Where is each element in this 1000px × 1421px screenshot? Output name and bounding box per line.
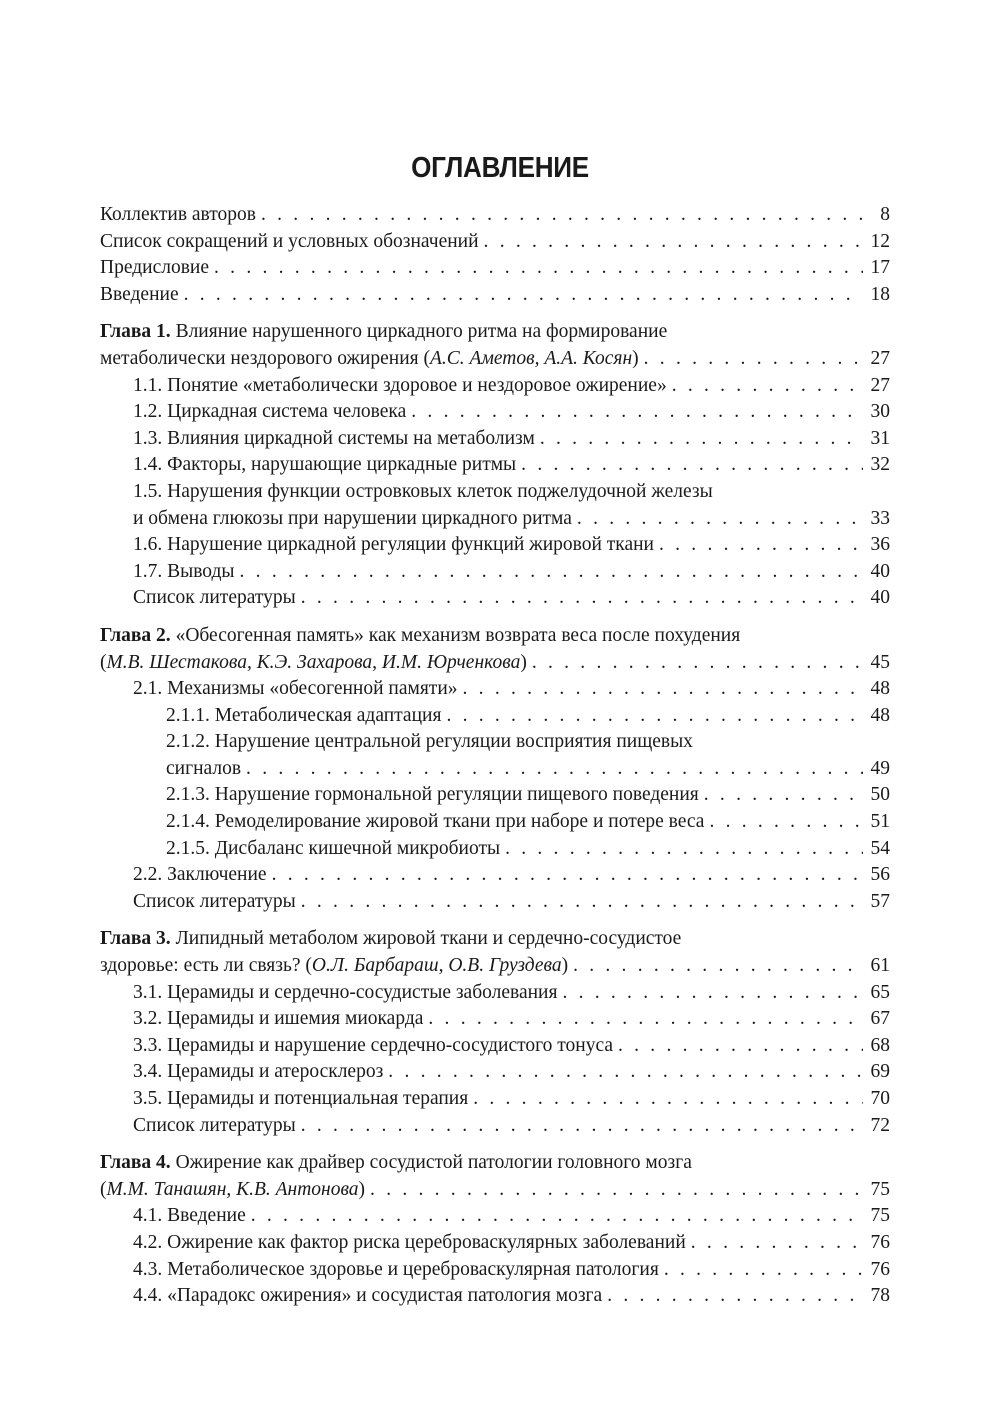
- toc-entry[interactable]: 1.1. Понятие «метаболически здоровое и нездоровое ожирение» . . . 27: [100, 373, 890, 400]
- toc-entry[interactable]: Коллектив авторов . . . 8: [100, 202, 890, 229]
- toc-entry[interactable]: 3.3. Церамиды и нарушение сердечно-сосудистого тонуса . . . 68: [100, 1033, 890, 1060]
- toc-entry[interactable]: 4.2. Ожирение как фактор риска цереброваскулярных заболеваний . . . 76: [100, 1230, 890, 1257]
- chapter-2-heading[interactable]: Глава 2. «Обесогенная память» как механизм возврата веса после похудения: [100, 624, 741, 646]
- toc-entry[interactable]: 3.2. Церамиды и ишемия миокарда . . . 67: [100, 1006, 890, 1033]
- toc-entry[interactable]: 4.3. Метаболическое здоровье и цереброваскулярная патология . . . 76: [100, 1257, 890, 1284]
- toc-entry[interactable]: 3.4. Церамиды и атеросклероз . . . 69: [100, 1059, 890, 1086]
- toc-entry[interactable]: 2.1.4. Ремоделирование жировой ткани при наборе и потере веса . . . 51: [100, 809, 890, 836]
- toc-entry[interactable]: Предисловие . . . 17: [100, 255, 890, 282]
- toc-entry[interactable]: Введение . . . 18: [100, 282, 890, 309]
- chapter-4-heading-cont[interactable]: (М.М. Танашян, К.В. Антонова) . . . 75: [100, 1177, 890, 1204]
- toc-entry-cont[interactable]: и обмена глюкозы при нарушении циркадного ритма . . . 33: [100, 506, 890, 533]
- toc-entry[interactable]: 2.1.2. Нарушение центральной регуляции восприятия пищевых: [166, 731, 693, 753]
- chapter-2-heading-cont[interactable]: (М.В. Шестакова, К.Э. Захарова, И.М. Юрченкова) . . . 45: [100, 650, 890, 677]
- page-title: ОГЛАВЛЕНИЕ: [411, 152, 589, 184]
- toc-entry[interactable]: 1.6. Нарушение циркадной регуляции функций жировой ткани . . . 36: [100, 532, 890, 559]
- toc-entry[interactable]: 2.1.5. Дисбаланс кишечной микробиоты . . . 54: [100, 836, 890, 863]
- chapter-4-heading[interactable]: Глава 4. Ожирение как драйвер сосудистой патологии головного мозга: [100, 1152, 692, 1174]
- chapter-3-heading-cont[interactable]: здоровье: есть ли связь? (О.Л. Барбараш, О.В. Груздева) . . . 61: [100, 953, 890, 980]
- toc-entry[interactable]: 2.1. Механизмы «обесогенной памяти» . . . 48: [100, 676, 890, 703]
- toc-entry[interactable]: 3.1. Церамиды и сердечно-сосудистые заболевания . . . 65: [100, 980, 890, 1007]
- toc-entry[interactable]: Список литературы . . . 57: [100, 889, 890, 916]
- toc-entry[interactable]: 1.2. Циркадная система человека . . . 30: [100, 399, 890, 426]
- table-of-contents: [100, 202, 890, 1310]
- chapter-1-heading[interactable]: Глава 1. Влияние нарушенного циркадного ритма на формирование: [100, 321, 668, 343]
- toc-entry[interactable]: 2.1.3. Нарушение гормональной регуляции пищевого поведения . . . 50: [100, 782, 890, 809]
- toc-entry[interactable]: 2.2. Заключение . . . 56: [100, 862, 890, 889]
- toc-entry[interactable]: 4.4. «Парадокс ожирения» и сосудистая патология мозга . . . 78: [100, 1283, 890, 1310]
- toc-entry[interactable]: 4.1. Введение . . . 75: [100, 1203, 890, 1230]
- toc-entry[interactable]: 3.5. Церамиды и потенциальная терапия . . . 70: [100, 1086, 890, 1113]
- toc-entry[interactable]: 1.4. Факторы, нарушающие циркадные ритмы . . . 32: [100, 452, 890, 479]
- toc-entry[interactable]: Список литературы . . . 72: [100, 1113, 890, 1140]
- toc-entry[interactable]: 1.5. Нарушения функции островковых клеток поджелудочной железы: [133, 480, 713, 502]
- toc-entry[interactable]: 1.3. Влияния циркадной системы на метаболизм . . . 31: [100, 426, 890, 453]
- toc-entry-cont[interactable]: сигналов . . . 49: [100, 756, 890, 783]
- toc-entry[interactable]: 2.1.1. Метаболическая адаптация . . . 48: [100, 703, 890, 730]
- toc-entry[interactable]: 1.7. Выводы . . . 40: [100, 559, 890, 586]
- toc-entry[interactable]: Список литературы . . . 40: [100, 585, 890, 612]
- toc-entry[interactable]: Список сокращений и условных обозначений . . . 12: [100, 229, 890, 256]
- chapter-3-heading[interactable]: Глава 3. Липидный метаболом жировой ткани и сердечно-сосудистое: [100, 928, 682, 950]
- chapter-1-heading-cont[interactable]: метаболически нездорового ожирения (А.С. Аметов, А.А. Косян) . . . 27: [100, 346, 890, 373]
